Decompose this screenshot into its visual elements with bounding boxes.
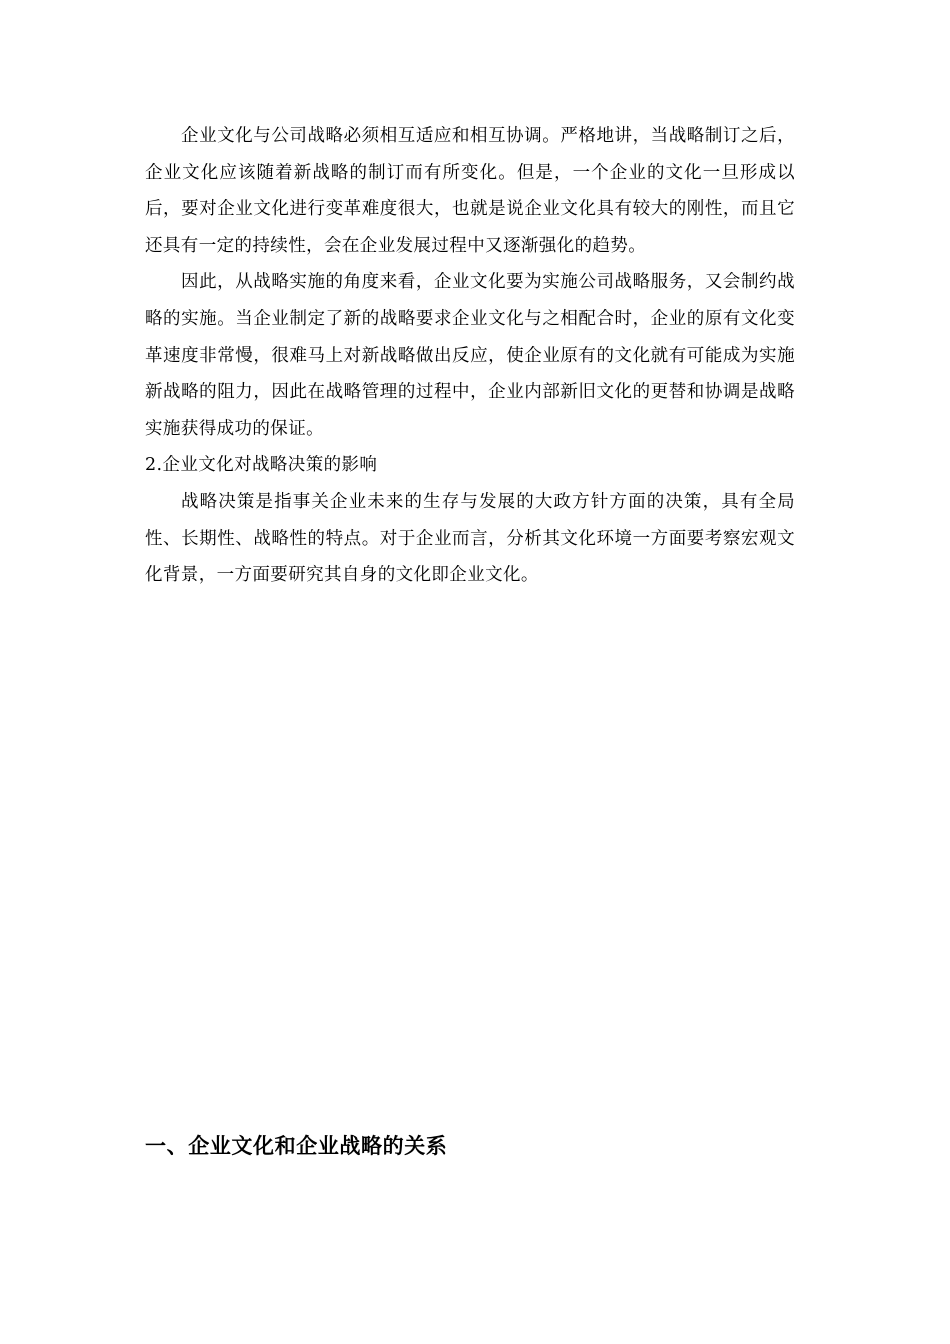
subheading-culture-impact-on-decision: 2.企业文化对战略决策的影响: [145, 455, 378, 476]
section-heading: 一、企业文化和企业战略的关系: [145, 1133, 448, 1158]
paragraph-strategic-decision: 战略决策是指事关企业未来的生存与发展的大政方针方面的决策，具有全局性、长期性、战略性的特点。对于企业而言，分析其文化环境一方面要考察宏观文化背景，一方面要研究其自身的文化即企业文化。: [145, 491, 795, 586]
paragraph-strategy-implementation: 因此，从战略实施的角度来看，企业文化要为实施公司战略服务，又会制约战略的实施。当企业制定了新的战略要求企业文化与之相配合时，企业的原有文化变革速度非常慢，很难马上对新战略做出反应，使企业原有的文化就有可能成为实施新战略的阻力，因此在战略管理的过程中，企业内部新旧文化的更替和协调是战略实施获得成功的保证。: [145, 272, 795, 439]
paragraph-culture-strategy-coordination: 企业文化与公司战略必须相互适应和相互协调。严格地讲，当战略制订之后，企业文化应该随着新战略的制订而有所变化。但是，一个企业的文化一旦形成以后，要对企业文化进行变革难度很大，也就是说企业文化具有较大的刚性，而且它还具有一定的持续性，会在企业发展过程中又逐渐强化的趋势。: [145, 126, 795, 256]
document-body: [145, 118, 795, 594]
